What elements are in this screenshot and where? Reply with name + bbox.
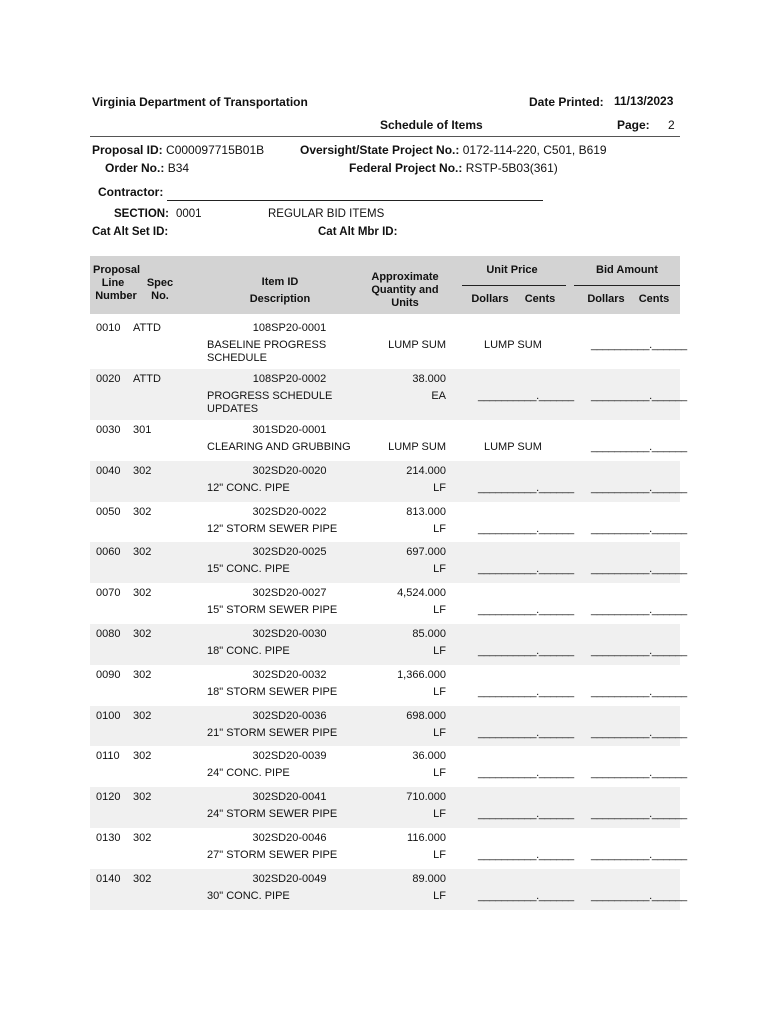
bid-amount-field[interactable]: __________.______ [591,339,687,351]
row-description: 15" CONC. PIPE [207,563,290,576]
bid-amount-field[interactable]: __________.______ [591,563,687,576]
row-quantity: 214.000 [406,464,446,477]
row-item-id: 302SD20-0027 [252,587,327,600]
header-rule [90,136,680,137]
table-row [90,869,687,910]
federal-project [349,161,558,175]
proposal-id-value: C000097715B01B [166,143,265,157]
order-no-value: B34 [167,161,190,175]
table-row [90,828,687,869]
unit-price-field[interactable]: __________.______ [478,563,574,576]
row-line-number: 0030 [96,424,121,436]
unit-price-field[interactable]: __________.______ [478,604,574,617]
row-description: 27" STORM SEWER PIPE [207,848,338,861]
row-description: 24" CONC. PIPE [207,767,290,780]
row-spec-no: ATTD [133,322,161,334]
row-spec-no: 302 [133,750,152,763]
bid-amount-field[interactable]: __________.______ [591,604,687,617]
row-line-number: 0120 [96,791,121,804]
col-proposal: Proposal [93,264,141,276]
proposal-id-label: Proposal ID: [92,143,163,157]
col-spec: Spec [146,277,174,289]
row-unit: LF [433,522,446,535]
table-row [90,502,687,543]
federal-label: Federal Project No.: [349,161,463,175]
section-value: 0001 [176,208,202,220]
row-spec-no: 302 [133,627,152,640]
unit-price-underline [462,285,566,286]
row-item-id: 302SD20-0032 [252,668,327,681]
bid-amount-field[interactable]: __________.______ [591,481,687,494]
bid-amount-field[interactable]: __________.______ [591,685,687,698]
row-unit: LF [433,563,446,576]
unit-price-field[interactable]: __________.______ [478,767,574,780]
row-item-id: 302SD20-0046 [252,831,327,844]
row-description: CLEARING AND GRUBBING [207,441,351,453]
unit-price-field[interactable]: __________.______ [478,726,574,739]
row-description: 24" STORM SEWER PIPE [207,808,338,821]
unit-price-field[interactable]: __________.______ [478,481,574,494]
row-line-number: 0130 [96,831,121,844]
row-quantity: 89.000 [412,872,446,885]
row-spec-no: 302 [133,587,152,600]
order-no-label: Order No.: [105,161,165,175]
bid-amount-field[interactable]: __________.______ [591,644,687,657]
row-unit-price: LUMP SUM [484,339,542,351]
row-description: 21" STORM SEWER PIPE [207,726,338,739]
row-quantity: 1,366.000 [397,668,446,681]
table-row [90,318,687,369]
bid-amount-field[interactable]: __________.______ [591,808,687,821]
col-bid-dollars: Dollars [587,293,625,305]
row-unit-price: LUMP SUM [484,441,542,453]
row-unit: LF [433,726,446,739]
row-unit: LF [433,685,446,698]
date-printed-value: 11/13/2023 [614,94,674,108]
row-line-number: 0080 [96,627,121,640]
bid-amount-field[interactable]: __________.______ [591,390,687,402]
col-spec-no: No. [151,290,169,302]
row-spec-no: 302 [133,709,152,722]
table-header [90,256,680,314]
section-name: REGULAR BID ITEMS [268,208,385,220]
row-description: 12" STORM SEWER PIPE [207,522,338,535]
unit-price-field[interactable]: __________.______ [478,522,574,535]
row-item-id: 302SD20-0030 [252,627,327,640]
col-line: Line [101,277,125,289]
row-quantity: 38.000 [412,373,446,385]
bid-amount-field[interactable]: __________.______ [591,767,687,780]
row-item-id: 302SD20-0049 [252,872,327,885]
table-row [90,461,687,502]
row-line-number: 0100 [96,709,121,722]
row-item-id: 302SD20-0025 [252,546,327,559]
oversight-value: 0172-114-220, C501, B619 [462,143,607,157]
table-row [90,746,687,787]
col-approx-1: Approximate [371,271,439,283]
org-name: Virginia Department of Transportation [92,95,308,109]
proposal-id [92,143,264,157]
row-description: BASELINE PROGRESS SCHEDULE [207,339,327,364]
table-row [90,542,687,583]
date-printed-label: Date Printed: [529,95,604,109]
col-description: Description [249,293,311,305]
row-unit: LF [433,808,446,821]
row-unit: LF [433,767,446,780]
row-quantity: 813.000 [406,505,446,518]
table-row [90,583,687,624]
row-line-number: 0090 [96,668,121,681]
contractor-line [167,200,543,201]
row-unit: LF [433,848,446,861]
row-unit: EA [431,390,446,402]
row-description: PROGRESS SCHEDULE UPDATES [207,390,333,415]
row-quantity: 36.000 [412,750,446,763]
col-item-id: Item ID [261,276,299,288]
row-spec-no: 302 [133,791,152,804]
row-quantity: 698.000 [406,709,446,722]
row-unit: LF [433,889,446,902]
row-quantity: 85.000 [412,627,446,640]
row-line-number: 0110 [96,750,120,763]
oversight-project [300,143,607,157]
page-label: Page: [617,118,650,132]
row-item-id: 302SD20-0020 [252,464,327,477]
bid-amount-field[interactable]: __________.______ [591,726,687,739]
row-line-number: 0010 [96,322,121,334]
bid-amount-field[interactable]: __________.______ [591,848,687,861]
row-line-number: 0050 [96,505,121,518]
row-line-number: 0040 [96,464,121,477]
row-description: 18" CONC. PIPE [207,644,290,657]
table-row [90,369,687,420]
table-row [90,706,687,747]
row-spec-no: 302 [133,872,152,885]
row-description: 12" CONC. PIPE [207,481,290,494]
unit-price-field[interactable]: __________.______ [478,685,574,698]
row-unit: LF [433,644,446,657]
bid-amount-underline [574,285,680,286]
row-spec-no: 302 [133,668,152,681]
col-number: Number [95,290,137,302]
row-spec-no: 302 [133,831,152,844]
row-spec-no: ATTD [133,373,161,385]
row-unit: LUMP SUM [388,441,446,453]
row-quantity: 4,524.000 [397,587,446,600]
unit-price-field[interactable]: __________.______ [478,644,574,657]
row-quantity: 710.000 [406,791,446,804]
section-label: SECTION: [114,208,169,220]
unit-price-field[interactable]: __________.______ [478,390,574,402]
bid-amount-field[interactable]: __________.______ [591,441,687,453]
row-description: 15" STORM SEWER PIPE [207,604,338,617]
cat-alt-mbr-label: Cat Alt Mbr ID: [318,226,398,238]
row-description: 30" CONC. PIPE [207,889,290,902]
row-spec-no: 302 [133,505,152,518]
row-unit: LF [433,604,446,617]
row-spec-no: 301 [133,424,152,436]
unit-price-field[interactable]: __________.______ [478,808,574,821]
row-line-number: 0140 [96,872,121,885]
row-item-id: 302SD20-0022 [252,505,327,518]
col-unit-price: Unit Price [486,264,538,276]
row-item-id: 108SP20-0002 [252,373,327,385]
row-quantity: 697.000 [406,546,446,559]
schedule-rows [90,318,687,910]
page-number: 2 [668,118,675,132]
table-row [90,624,687,665]
row-item-id: 302SD20-0036 [252,709,327,722]
row-item-id: 108SP20-0001 [252,322,327,334]
bid-amount-field[interactable]: __________.______ [591,889,687,902]
col-bid-amount: Bid Amount [596,264,658,276]
row-item-id: 301SD20-0001 [252,424,327,436]
federal-value: RSTP-5B03(361) [465,161,558,175]
row-quantity: 116.000 [407,831,446,844]
table-row [90,420,687,461]
row-item-id: 302SD20-0039 [252,750,327,763]
row-line-number: 0020 [96,373,121,385]
schedule-title: Schedule of Items [380,118,483,132]
col-approx-2: Quantity and [371,284,439,296]
col-unit-dollars: Dollars [471,293,509,305]
table-row [90,787,687,828]
col-bid-cents: Cents [638,293,670,305]
row-spec-no: 302 [133,546,152,559]
col-unit-cents: Cents [524,293,556,305]
row-spec-no: 302 [133,464,152,477]
bid-amount-field[interactable]: __________.______ [591,522,687,535]
unit-price-field[interactable]: __________.______ [478,848,574,861]
col-approx-3: Units [391,297,419,309]
oversight-label: Oversight/State Project No.: [300,143,460,157]
row-line-number: 0060 [96,546,121,559]
unit-price-field[interactable]: __________.______ [478,889,574,902]
cat-alt-set-label: Cat Alt Set ID: [92,226,169,238]
row-line-number: 0070 [96,587,121,600]
row-item-id: 302SD20-0041 [252,791,327,804]
row-unit: LUMP SUM [388,339,446,351]
order-no [105,161,189,175]
contractor-label: Contractor: [98,185,164,199]
table-row [90,665,687,706]
row-description: 18" STORM SEWER PIPE [207,685,338,698]
row-unit: LF [433,481,446,494]
